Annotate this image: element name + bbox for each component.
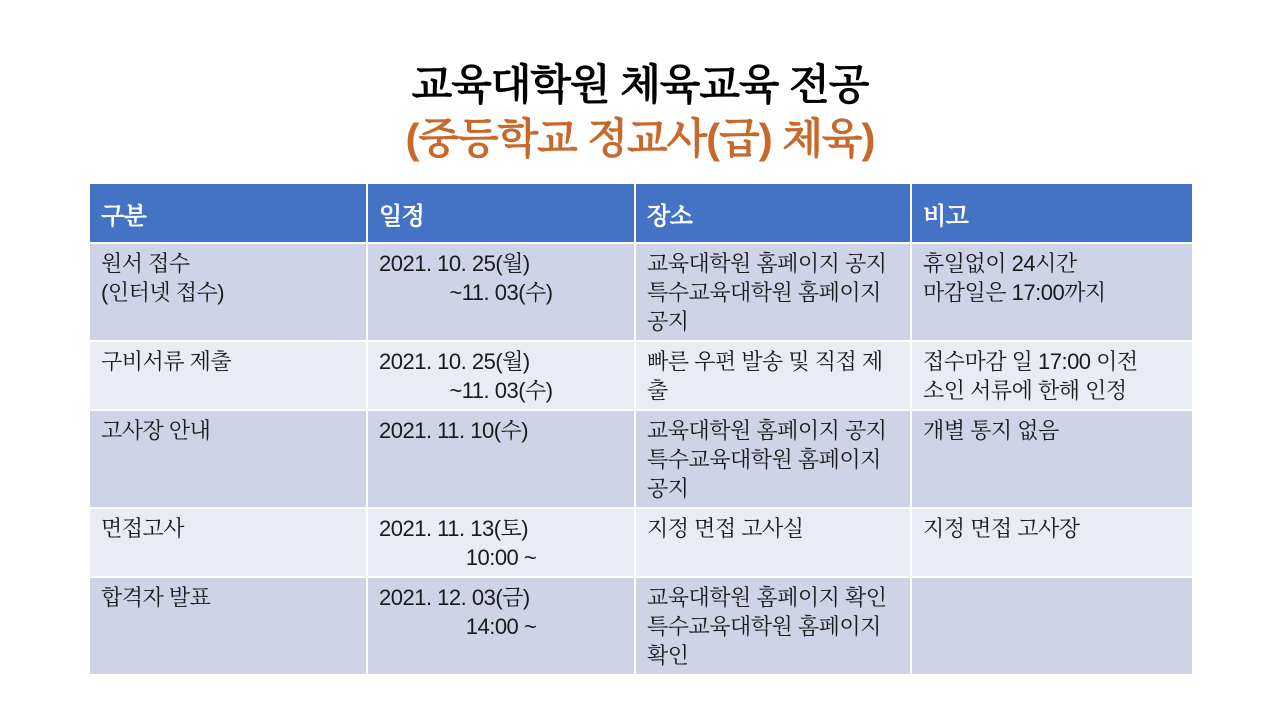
column-header-note: 비고: [911, 183, 1193, 243]
table-row: [89, 577, 1193, 675]
slide-title: [0, 58, 1280, 166]
cell-note: 접수마감 일 17:00 이전 소인 서류에 한해 인정: [911, 341, 1193, 410]
cell-note: 휴일없이 24시간 마감일은 17:00까지: [911, 243, 1193, 341]
column-header-schedule: 일정: [367, 183, 635, 243]
table-row: [89, 508, 1193, 577]
cell-schedule: 2021. 11. 13(토) 10:00 ~: [367, 508, 635, 577]
cell-schedule: 2021. 10. 25(월) ~11. 03(수): [367, 341, 635, 410]
column-header-place: 장소: [635, 183, 911, 243]
cell-category: 면접고사: [89, 508, 367, 577]
table-header-row: [89, 183, 1193, 243]
cell-place: 지정 면접 고사실: [635, 508, 911, 577]
table-row: [89, 243, 1193, 341]
cell-category: 구비서류 제출: [89, 341, 367, 410]
cell-schedule: 2021. 12. 03(금) 14:00 ~: [367, 577, 635, 675]
table-row: [89, 410, 1193, 508]
cell-note: 지정 면접 고사장: [911, 508, 1193, 577]
title-line-1: 교육대학원 체육교육 전공: [411, 61, 869, 108]
cell-place: 교육대학원 홈페이지 공지 특수교육대학원 홈페이지 공지: [635, 410, 911, 508]
cell-schedule: 2021. 11. 10(수): [367, 410, 635, 508]
cell-place: 빠른 우편 발송 및 직접 제출: [635, 341, 911, 410]
cell-place: 교육대학원 홈페이지 확인 특수교육대학원 홈페이지 확인: [635, 577, 911, 675]
title-line-2: (중등학교 정교사(급) 체육): [405, 114, 875, 162]
cell-note: 개별 통지 없음: [911, 410, 1193, 508]
table-row: [89, 341, 1193, 410]
cell-category: 원서 접수 (인터넷 접수): [89, 243, 367, 341]
cell-schedule: 2021. 10. 25(월) ~11. 03(수): [367, 243, 635, 341]
cell-place: 교육대학원 홈페이지 공지 특수교육대학원 홈페이지 공지: [635, 243, 911, 341]
admission-schedule-table: [88, 182, 1194, 676]
cell-category: 합격자 발표: [89, 577, 367, 675]
column-header-category: 구분: [89, 183, 367, 243]
cell-category: 고사장 안내: [89, 410, 367, 508]
cell-note: [911, 577, 1193, 675]
